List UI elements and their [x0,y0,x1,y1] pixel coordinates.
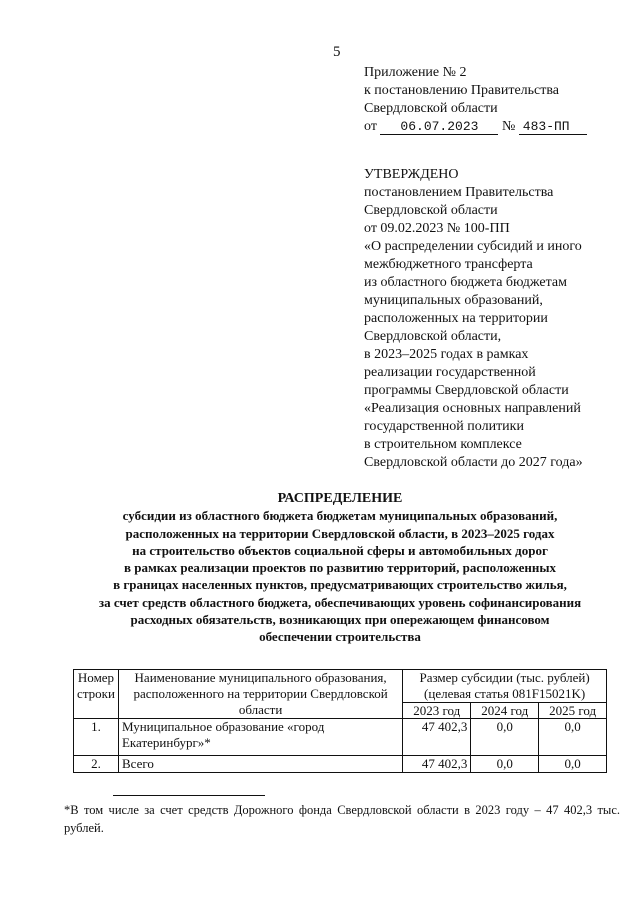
approved-line: «Реализация основных направлений [364,401,581,416]
distribution-title: РАСПРЕДЕЛЕНИЕ [277,491,403,506]
approved-line: программы Свердловской области [364,383,569,398]
distribution-line: за счет средств областного бюджета, обеспечивающих уровень софинансирования [98,594,582,610]
table-row [74,756,607,773]
footnote: *В том числе за счет средств Дорожного фонда Свердловской области в 2023 году – 47 402,3 тыс. рублей. [64,803,620,835]
approved-line: государственной политики [364,419,524,434]
row-value-2023: 47 402,3 [403,719,471,756]
distribution-line: расходных обязательств, возникающих при опережающем финансовом [130,612,550,628]
row-value-2023: 47 402,3 [403,756,471,773]
row-number: 1. [74,719,119,756]
from-label: от [364,119,377,134]
header-year-2025: 2025 год [539,703,607,719]
approved-line: Свердловской области до 2027 года» [364,455,583,470]
appendix-line: Приложение № 2 [364,65,467,80]
approved-line: «О распределении субсидий и иного [364,239,582,254]
subsidy-table [73,669,607,773]
row-value-2024: 0,0 [471,756,539,773]
number-label: № [501,119,516,134]
approved-line: в 2023–2025 годах в рамках [364,347,529,362]
distribution-line: в границах населенных пунктов, предусматривающих строительство жилья, [113,577,567,593]
distribution-line: обеспечении строительства [259,629,421,645]
table-header-row [74,670,607,703]
row-value-2025: 0,0 [539,719,607,756]
header-year-2023: 2023 год [403,703,471,719]
approved-line: реализации государственной [364,365,536,380]
approved-line: от 09.02.2023 № 100-ПП [364,221,510,236]
approved-line: Свердловской области [364,203,498,218]
approved-heading: УТВЕРЖДЕНО [364,167,459,182]
resolution-date: 06.07.2023 [380,119,498,135]
appendix-block [364,64,587,136]
approved-line: Свердловской области, [364,329,502,344]
row-municipality: Муниципальное образование «город Екатеринбург»* [118,719,402,756]
appendix-line: к постановлению Правительства [364,83,560,98]
row-value-2025: 0,0 [539,756,607,773]
row-value-2024: 0,0 [471,719,539,756]
footnote-divider [113,795,265,796]
approved-line: постановлением Правительства [364,185,554,200]
approved-line: в строительном комплексе [364,437,522,452]
appendix-line: Свердловской области [364,101,498,116]
row-municipality: Всего [118,756,402,773]
header-year-2024: 2024 год [471,703,539,719]
table-row [74,719,607,756]
resolution-number: 483-ПП [519,119,587,135]
header-municipality: Наименование муниципального образования, расположенного на территории Свердловской области [118,670,402,719]
distribution-line: в рамках реализации проектов по развитию территорий, расположенных [123,560,557,576]
approved-line: муниципальных образований, [364,293,543,308]
distribution-heading [40,490,640,646]
approved-line: межбюджетного трансферта [364,257,533,272]
appendix-date-line [364,118,587,136]
row-number: 2. [74,756,119,773]
page-number: 5 [333,44,341,60]
approved-line: расположенных на территории [364,311,548,326]
distribution-line: расположенных на территории Свердловской области, в 2023–2025 годах [125,525,555,541]
distribution-line: на строительство объектов социальной сферы и автомобильных дорог [132,542,548,558]
approved-line: из областного бюджета бюджетам [364,275,567,290]
distribution-line: субсидии из областного бюджета бюджетам муниципальных образований, [122,508,558,524]
header-row-number: Номер строки [74,670,119,719]
header-subsidy-amount: Размер субсидии (тыс. рублей) (целевая статья 081F15021K) [403,670,607,703]
approved-block [364,166,624,472]
